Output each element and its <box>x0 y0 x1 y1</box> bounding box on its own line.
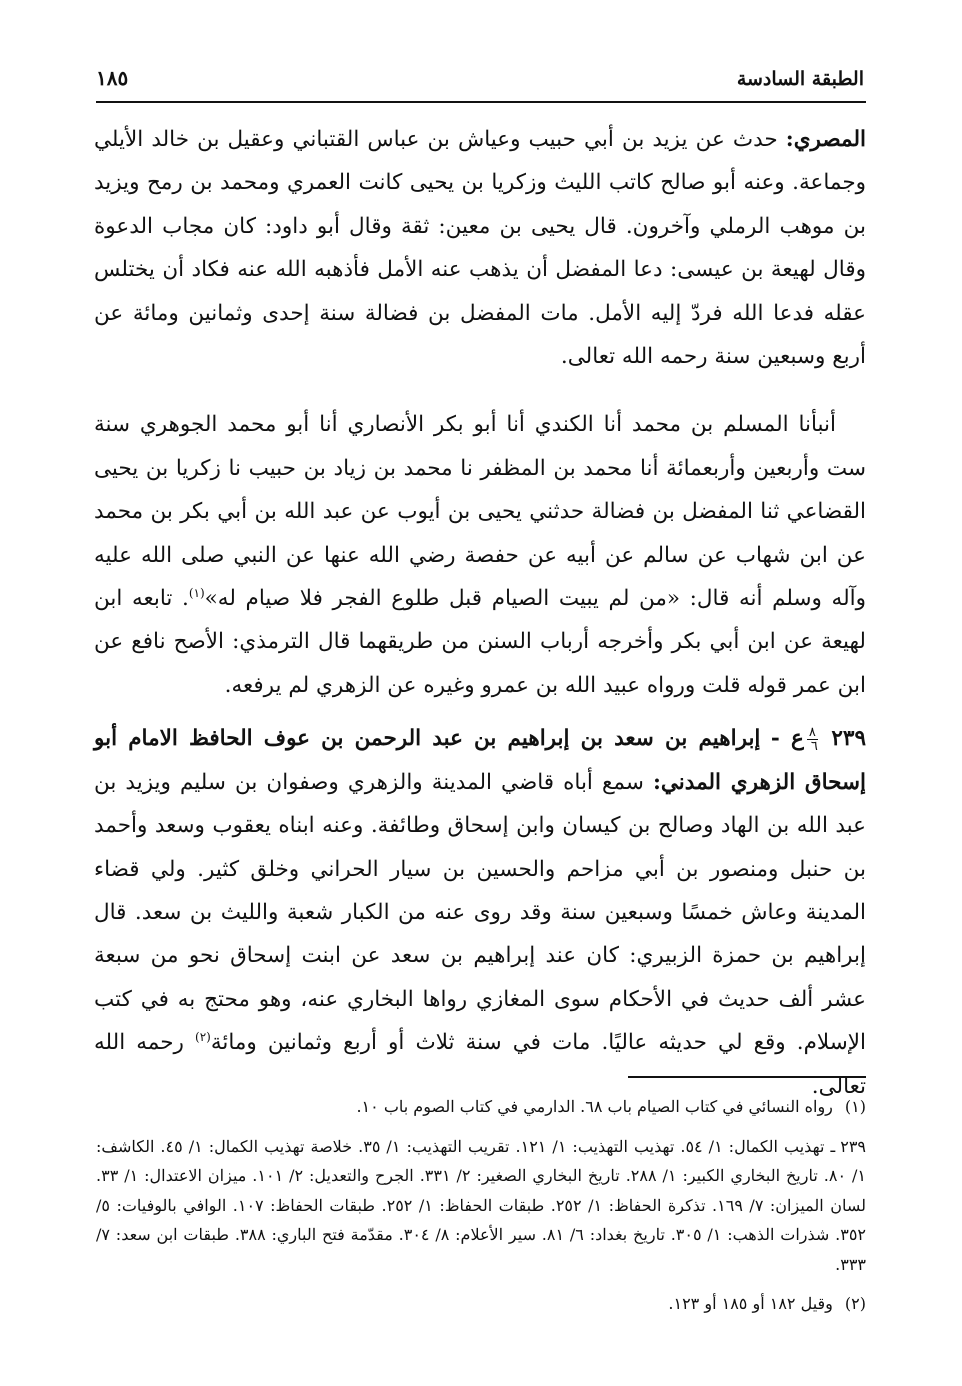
entry-text-continued: رحمه الله تعالى. <box>94 1030 866 1099</box>
entry-fraction <box>807 726 818 753</box>
paragraph-gap <box>94 707 866 717</box>
paragraph-hadith <box>94 403 866 707</box>
footnotes <box>96 1092 866 1319</box>
main-text <box>94 118 866 1108</box>
hadith-text: أنبأنا المسلم بن محمد أنا الكندي أنا أبو بكر الأنصاري أنا أبو محمد الجوهري سنة ست وأربعين وأربعمائة أنا محمد بن المظفر نا محمد بن زياد بن حبيب نا زكريا بن يحيى القضاعي ثنا المفضل بن فضالة حدثني يحيى بن أيوب عن عبد الله بن أبي بكر بن محمد عن ابن شهاب عن سالم عن أبيه عن حفصة رضي الله عنها عن النبي صلى الله عليه وآله وسلم أنه قال: «من لم يبيت الصيام قبل طلوع الفجر فلا صيام له» <box>94 412 866 612</box>
footnote-1 <box>96 1092 866 1122</box>
footnote-text: رواه النسائي في كتاب الصيام باب ٦٨. الدارمي في كتاب الصوم باب ١٠. <box>356 1097 833 1116</box>
entry-number: ٢٣٩ <box>831 726 866 752</box>
entry-code: ع - <box>770 726 804 752</box>
paragraph-entry-239 <box>94 717 866 1108</box>
page-header <box>96 56 864 90</box>
footnote-2 <box>96 1289 866 1319</box>
paragraph-gap <box>94 378 866 403</box>
footnote-mark: (١) <box>844 1097 866 1116</box>
narrator-bio-text: حدث عن يزيد بن أبي حبيب وعياش بن عباس القتباني وعقيل بن خالد الأيلي وجماعة. وعنه أبو صالح كاتب الليث وزكريا بن يحيى كانت العمري ومحمد بن رمح ويزيد بن موهب الرملي وآخرون. قال يحيى بن معين: ثقة وقال أبو داود: كان مجاب الدعوة وقال لهيعة بن عيسى: دعا المفضل أن يذهب عنه الأمل فأذهبه الله عنه فكاد أن يختلس عقله فدعا الله فردّ إليه الأمل. مات المفضل بن فضالة سنة إحدى وثمانين ومائة عن أربع وسبعين سنة رحمه الله تعالى. <box>94 127 866 370</box>
fraction-denominator: ٦ <box>810 738 818 754</box>
footnote-sources-239 <box>96 1132 866 1280</box>
footnote-text: تهذيب الكمال: ١/ ٥٤. تهذيب التهذيب: ١/ ١٢١. تقريب التهذيب: ١/ ٣٥. خلاصة تهذيب الكمال: ١/ ٤٥. الكاشف: ١/ ٨٠. تاريخ البخاري الكبير: ١/ ٢٨٨. تاريخ البخاري الصغير: ٢/ ٣٣١. الجرح والتعديل: ٢/ ١٠١. ميزان الاعتدال: ١/ ٣٣. لسان الميزان: ٧/ ١٦٩. تذكرة الحفاظ: ١/ ٢٥٢. طبقات الحفاظ: ١/ ٢٥٢. طبقات الحفاظ: ١٠٧. الوافي بالوفيات: ٥/ ٣٥٢. شذرات الذهب: ١/ ٣٠٥. تاريخ بغداد: ٦/ ٨١. سير الأعلام: ٨/ ٣٠٤. مقدّمة فتح الباري: ٣٨٨. طبقات ابن سعد: ٧/ ٣٣٣. <box>96 1136 867 1274</box>
hadith-text-continued: . تابعه ابن لهيعة عن ابن أبي بكر وأخرجه أرباب السنن من طريقهما قال الترمذي: الأصح نافع عن ابن عمر قوله قلت ورواه عبيد الله بن عمرو وغيره عن الزهري لم يرفعه. <box>94 586 866 698</box>
page-number: ١٨٥ <box>96 66 129 90</box>
footnote-text: وقيل ١٨٢ أو ١٨٥ أو ١٢٣. <box>668 1294 833 1313</box>
footnote-ref-2: (٢) <box>195 1029 211 1044</box>
narrator-label: المصري: <box>785 127 866 152</box>
fraction-numerator: ٨ <box>808 724 816 740</box>
header-rule <box>96 101 866 103</box>
entry-name: إبراهيم بن سعد بن إبراهيم بن عبد الرحمن بن عوف الحافظ الامام أبو إسحاق الزهري المدني: <box>94 726 866 795</box>
entry-text: سمع أباه قاضي المدينة والزهري وصفوان بن سليم ويزيد بن عبد الله بن الهاد وصالح بن كيسان وابن إسحاق وطائفة. وعنه ابناه يعقوب وسعد وأحمد بن حنبل ومنصور بن أبي مزاحم والحسين بن سيار الحراني وخلق كثير. ولي قضاء المدينة وعاش خمسًا وسبعين سنة وقد روى عنه من الكبار شعبة والليث بن سعد. قال إبراهيم بن حمزة الزبيري: كان عند إبراهيم بن سعد عن ابنت إسحاق نحو من سبعة عشر ألف حديث في الأحكام سوى المغازي رواها البخاري عنه، وهو محتج به في كتب الإسلام. وقع لي حديثه عاليًا. مات في سنة ثلاث أو أربع وثمانين ومائة <box>94 769 867 1056</box>
footnote-rule <box>628 1076 866 1078</box>
footnote-ref-1: (١) <box>188 585 205 600</box>
footnote-mark: ٢٣٩ ـ <box>830 1136 866 1156</box>
running-head: الطبقة السادسة <box>736 68 864 90</box>
footnote-mark: (٢) <box>844 1294 866 1313</box>
paragraph-narrator-bio <box>94 118 866 378</box>
